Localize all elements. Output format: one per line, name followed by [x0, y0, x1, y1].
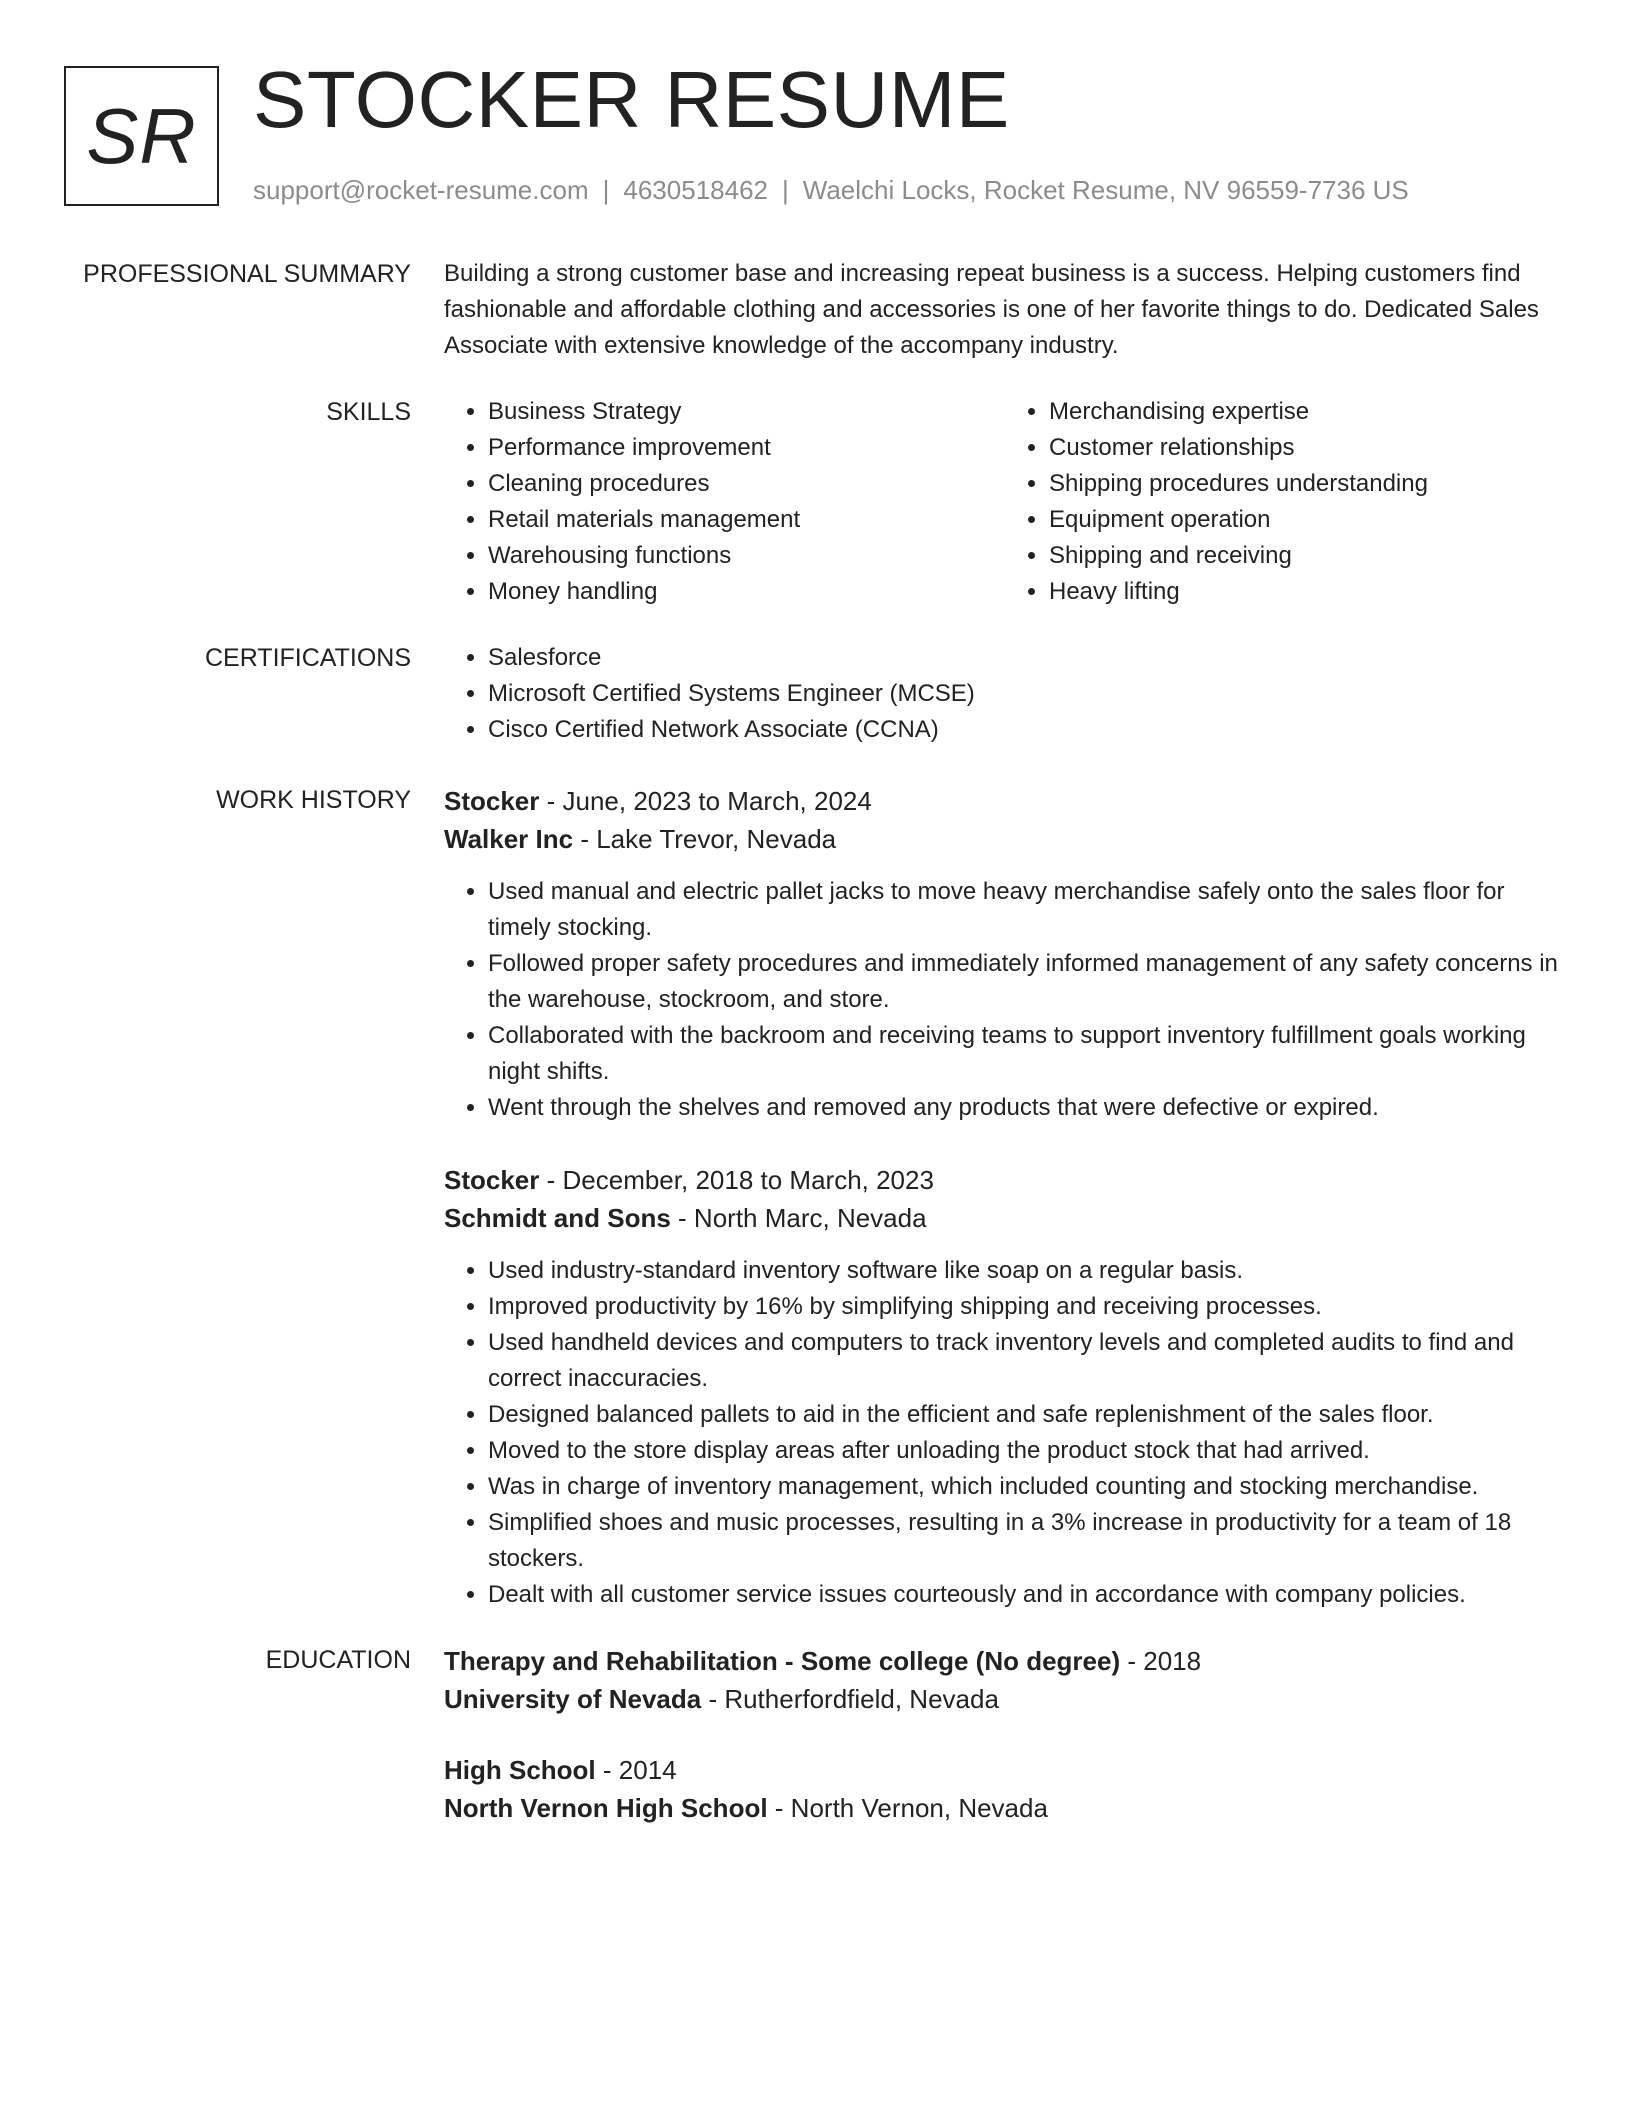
education-degree: Therapy and Rehabilitation - Some college (No degree): [444, 1646, 1121, 1676]
skill-item: • Warehousing functions: [488, 538, 1005, 574]
skill-item: • Shipping procedures understanding: [1049, 466, 1566, 502]
education-year: - 2018: [1120, 1646, 1202, 1676]
education-degree-line: [444, 1642, 1566, 1680]
job-title-line: [444, 1161, 1566, 1199]
job-entry: [444, 1161, 1566, 1613]
job-bullet: • Followed proper safety procedures and immediately informed management of any safety concerns in the warehouse, stockroom, and store.: [488, 946, 1566, 1018]
summary-text: Building a strong customer base and increasing repeat business is a success. Helping customers find fashionable and affordable clothing and accessories is one of her favorite things to do. Dedicated Sales Associate with extensive knowledge of the accompany industry.: [444, 260, 1539, 359]
work-history-heading: WORK HISTORY: [216, 786, 411, 814]
contact-email[interactable]: support@rocket-resume.com: [253, 175, 589, 205]
certifications-heading: CERTIFICATIONS: [204, 644, 411, 672]
education-entry: [444, 1642, 1566, 1718]
job-bullet: • Used industry-standard inventory software like soap on a regular basis.: [488, 1253, 1566, 1289]
job-bullet: • Improved productivity by 16% by simplifying shipping and receiving processes.: [488, 1289, 1566, 1325]
job-company: Schmidt and Sons: [444, 1203, 671, 1233]
skill-item: • Business Strategy: [488, 394, 1005, 430]
contact-separator: |: [782, 175, 789, 205]
skill-item: • Shipping and receiving: [1049, 538, 1566, 574]
education-school-line: [444, 1680, 1566, 1718]
skill-item: • Performance improvement: [488, 430, 1005, 466]
job-company-line: [444, 820, 1566, 858]
job-bullet: • Went through the shelves and removed any products that were defective or expired.: [488, 1090, 1566, 1126]
monogram-logo: SR: [64, 66, 219, 206]
job-entry: [444, 782, 1566, 1126]
education-location: - Rutherfordfield, Nevada: [701, 1684, 999, 1714]
skill-item: • Customer relationships: [1049, 430, 1566, 466]
job-bullet: • Used handheld devices and computers to track inventory levels and completed audits to find and correct inaccuracies.: [488, 1325, 1566, 1397]
job-bullet: • Was in charge of inventory management, which included counting and stocking merchandise.: [488, 1469, 1566, 1505]
job-title: Stocker: [444, 786, 540, 816]
job-bullets: [444, 1253, 1566, 1613]
skill-item: • Cleaning procedures: [488, 466, 1005, 502]
skill-item: • Retail materials management: [488, 502, 1005, 538]
education-degree-line: [444, 1751, 1566, 1789]
resume-title: STOCKER RESUME: [253, 55, 1010, 144]
contact-address: Waelchi Locks, Rocket Resume, NV 96559-7736 US: [802, 175, 1409, 205]
education-entry: [444, 1751, 1566, 1827]
job-bullet: • Moved to the store display areas after unloading the product stock that had arrived.: [488, 1433, 1566, 1469]
job-title: Stocker: [444, 1165, 540, 1195]
education-school: North Vernon High School: [444, 1793, 768, 1823]
job-location: - North Marc, Nevada: [670, 1203, 927, 1233]
skills-heading: SKILLS: [326, 398, 411, 426]
job-location: - Lake Trevor, Nevada: [573, 824, 837, 854]
job-bullets: [444, 874, 1566, 1126]
job-company-line: [444, 1199, 1566, 1237]
skills-list-left: [444, 394, 1005, 610]
job-bullet: • Designed balanced pallets to aid in the efficient and safe replenishment of the sales floor.: [488, 1397, 1566, 1433]
job-company: Walker Inc: [444, 824, 574, 854]
education-school-line: [444, 1789, 1566, 1827]
job-title-line: [444, 782, 1566, 820]
skill-item: • Merchandising expertise: [1049, 394, 1566, 430]
contact-separator: |: [602, 175, 610, 205]
job-bullet: • Collaborated with the backroom and receiving teams to support inventory fulfillment goals working night shifts.: [488, 1018, 1566, 1090]
summary-heading: PROFESSIONAL SUMMARY: [83, 260, 411, 288]
skill-item: • Money handling: [488, 574, 1005, 610]
education-location: - North Vernon, Nevada: [767, 1793, 1048, 1823]
job-bullet: • Used manual and electric pallet jacks to move heavy merchandise safely onto the sales floor for timely stocking.: [488, 874, 1566, 946]
education-degree: High School: [444, 1755, 596, 1785]
education-school: University of Nevada: [444, 1684, 702, 1714]
contact-line: [253, 172, 1409, 208]
certification-item: • Cisco Certified Network Associate (CCNA): [488, 712, 1566, 748]
education-year: - 2014: [595, 1755, 677, 1785]
job-dates: - December, 2018 to March, 2023: [539, 1165, 934, 1195]
job-bullet: • Dealt with all customer service issues courteously and in accordance with company policies.: [488, 1577, 1566, 1613]
contact-phone[interactable]: 4630518462: [623, 175, 768, 205]
skill-item: • Equipment operation: [1049, 502, 1566, 538]
certification-item: • Salesforce: [488, 640, 1566, 676]
skills-list-right: [1005, 394, 1566, 610]
education-heading: EDUCATION: [265, 1646, 411, 1674]
job-dates: - June, 2023 to March, 2024: [539, 786, 872, 816]
certification-item: • Microsoft Certified Systems Engineer (MCSE): [488, 676, 1566, 712]
certifications-list: [444, 640, 1566, 748]
job-bullet: • Simplified shoes and music processes, resulting in a 3% increase in productivity for a team of 18 stockers.: [488, 1505, 1566, 1577]
skill-item: • Heavy lifting: [1049, 574, 1566, 610]
